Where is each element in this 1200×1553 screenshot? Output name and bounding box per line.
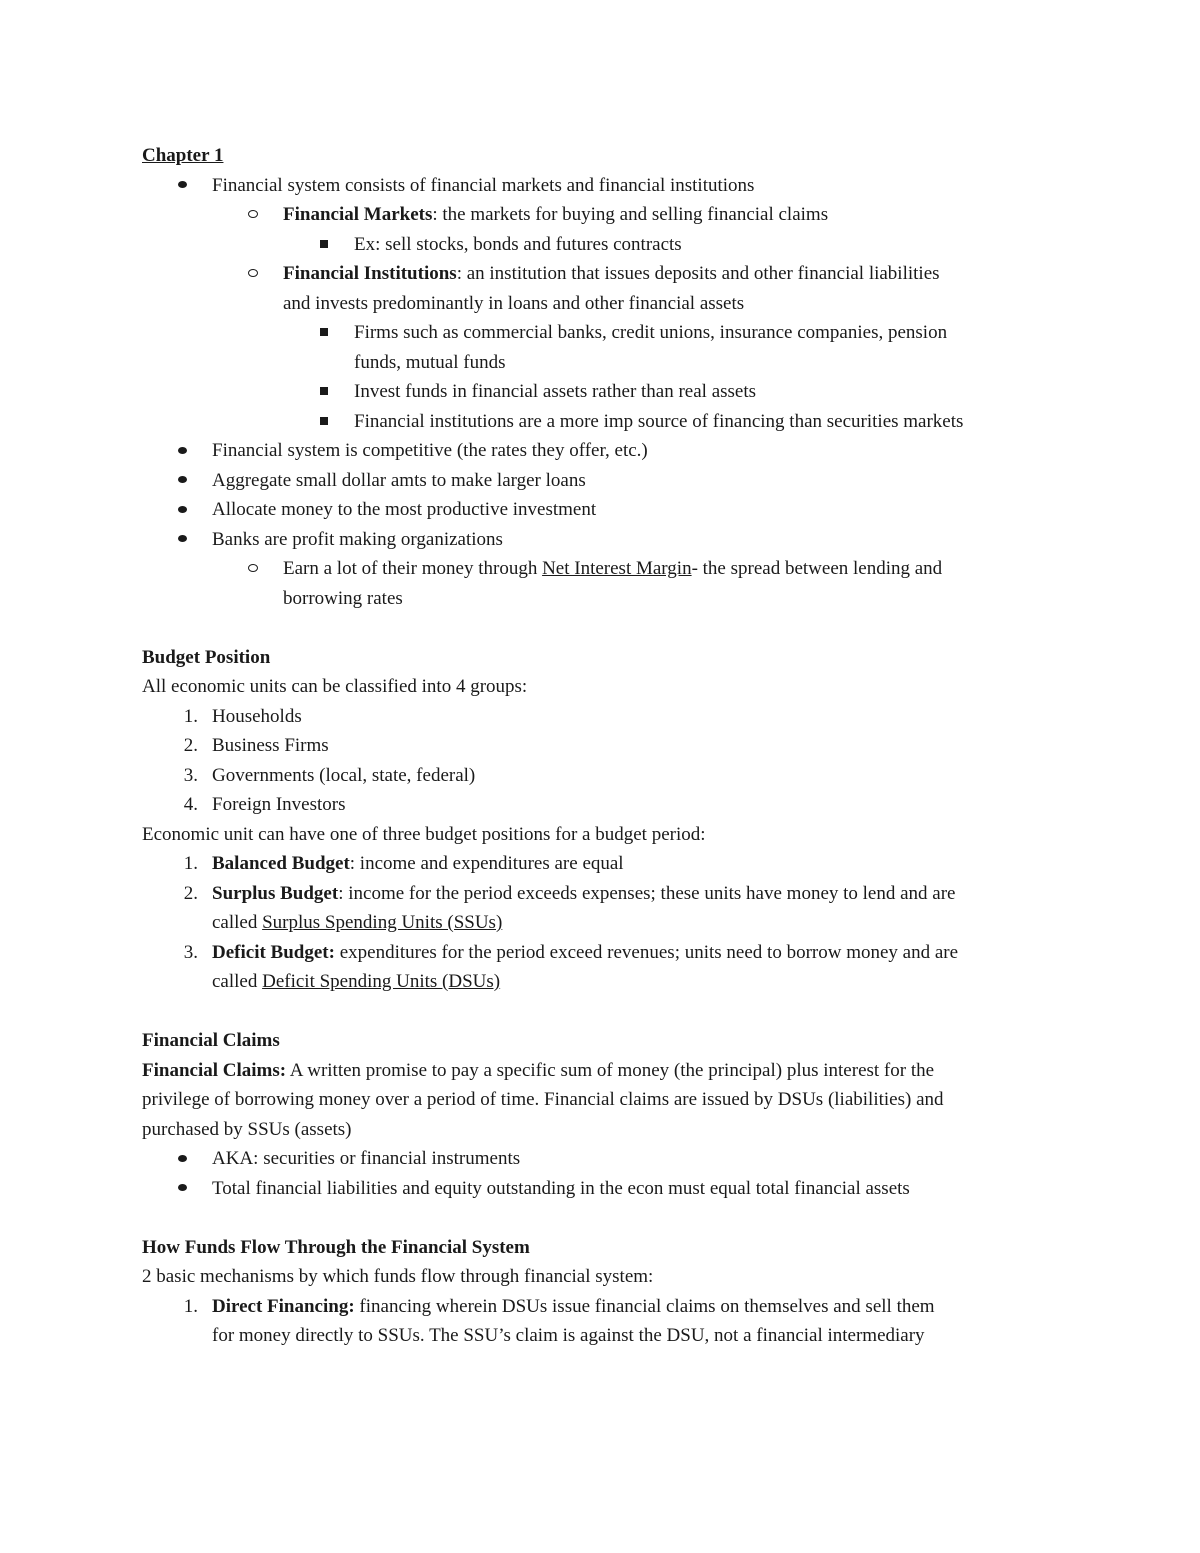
item-text: Foreign Investors: [212, 794, 346, 815]
item-text: called: [212, 912, 263, 933]
section-heading-claims: Financial Claims: [142, 1030, 280, 1051]
bullet-text: - the spread between lending and: [691, 558, 943, 579]
bullet-ring-icon: [243, 259, 263, 289]
bullet-text: Firms such as commercial banks, credit unions, insurance companies, pension: [354, 322, 948, 343]
term-label: Direct Financing:: [212, 1295, 355, 1317]
bullet-dot-icon: [172, 1174, 192, 1204]
sub-bullet-item: [142, 200, 1072, 230]
sub-sub-bullet-item: [142, 230, 1072, 260]
term-text: : income and expenditures are equal: [349, 853, 624, 874]
numbered-item: [142, 938, 1072, 968]
document-content: [142, 141, 1072, 1351]
paragraph: 2 basic mechanisms by which funds flow through financial system:: [142, 1266, 654, 1287]
item-text: Governments (local, state, federal): [212, 764, 476, 786]
bullet-text: Aggregate small dollar amts to make larger loans: [212, 469, 586, 491]
bullet-item: [142, 466, 1072, 496]
bullet-square-icon: [314, 377, 334, 407]
term-text: : an institution that issues deposits and other financial liabilities: [456, 263, 940, 284]
list-number: 4.: [183, 794, 198, 815]
term-text: : income for the period exceeds expenses; these units have money to lend and are: [338, 882, 956, 904]
bullet-dot-icon: [172, 466, 192, 496]
item-text: Business Firms: [212, 735, 329, 756]
bullet-item: [142, 1144, 1072, 1174]
bullet-dot-icon: [172, 1144, 192, 1174]
bullet-text: Banks are profit making organizations: [212, 528, 503, 550]
bullet-text: Earn a lot of their money through: [283, 558, 543, 579]
list-number: 2.: [183, 882, 198, 904]
chapter-heading: Chapter 1: [142, 145, 224, 166]
item-text: called: [212, 971, 263, 992]
bullet-item: [142, 525, 1072, 555]
bullet-text: Financial institutions are a more imp source of financing than securities markets: [354, 410, 964, 432]
term-label: Balanced Budget: [212, 853, 350, 874]
list-number: 3.: [183, 764, 198, 786]
term-label: Financial Claims:: [142, 1059, 287, 1081]
item-continuation: [142, 908, 1072, 938]
paragraph: Economic unit can have one of three budget positions for a budget period:: [142, 823, 706, 845]
term-label: Financial Institutions: [283, 263, 457, 284]
bullet-dot-icon: [172, 436, 192, 466]
bullet-item: [142, 171, 1072, 201]
bullet-ring-icon: [243, 200, 263, 230]
term-text: A written promise to pay a specific sum of money (the principal) plus interest for the: [286, 1059, 935, 1081]
bullet-ring-icon: [243, 554, 263, 584]
item-text: Households: [212, 705, 302, 727]
bullet-text: Invest funds in financial assets rather than real assets: [354, 381, 757, 402]
bullet-continuation: and invests predominantly in loans and other financial assets: [283, 292, 745, 314]
bullet-dot-icon: [172, 525, 192, 555]
bullet-dot-icon: [172, 171, 192, 201]
sub-bullet-item: [142, 259, 1072, 289]
bullet-continuation: borrowing rates: [283, 587, 403, 609]
numbered-item: [142, 1292, 1072, 1322]
list-number: 2.: [183, 735, 198, 756]
section-heading-budget: Budget Position: [142, 646, 271, 668]
term-label: Financial Markets: [283, 204, 433, 225]
numbered-item: [142, 849, 1072, 879]
term-underlined: Net Interest Margin: [542, 558, 692, 579]
list-number: 1.: [183, 705, 198, 727]
bullet-text: Allocate money to the most productive investment: [212, 499, 597, 520]
term-text: expenditures for the period exceed revenues; units need to borrow money and are: [334, 941, 959, 963]
sub-sub-bullet-item: [142, 318, 1072, 348]
item-continuation: [142, 967, 1072, 997]
numbered-item: [142, 702, 1072, 732]
bullet-item: [142, 1174, 1072, 1204]
bullet-square-icon: [314, 230, 334, 260]
bullet-item: [142, 495, 1072, 525]
sub-bullet-item: [142, 554, 1072, 584]
list-number: 1.: [183, 1295, 198, 1317]
term-text: : the markets for buying and selling financial claims: [432, 204, 829, 225]
bullet-text: Total financial liabilities and equity outstanding in the econ must equal total financial assets: [212, 1177, 910, 1199]
item-continuation: for money directly to SSUs. The SSU’s claim is against the DSU, not a financial intermediary: [212, 1325, 925, 1346]
term-label: Deficit Budget:: [212, 941, 335, 963]
term-underlined: Deficit Spending Units (DSUs): [262, 971, 501, 992]
bullet-dot-icon: [172, 495, 192, 525]
term-text: financing wherein DSUs issue financial claims on themselves and sell them: [354, 1295, 935, 1317]
numbered-item: [142, 790, 1072, 820]
sub-sub-bullet-item: [142, 377, 1072, 407]
paragraph-continuation: purchased by SSUs (assets): [142, 1118, 352, 1140]
bullet-continuation: funds, mutual funds: [354, 351, 506, 373]
section-heading-funds: How Funds Flow Through the Financial System: [142, 1236, 530, 1258]
numbered-item: [142, 761, 1072, 791]
bullet-square-icon: [314, 318, 334, 348]
bullet-item: [142, 436, 1072, 466]
bullet-square-icon: [314, 407, 334, 437]
list-number: 1.: [183, 853, 198, 874]
paragraph: [142, 1056, 1072, 1086]
numbered-item: [142, 731, 1072, 761]
list-number: 3.: [183, 941, 198, 963]
bullet-text: AKA: securities or financial instruments: [212, 1148, 521, 1169]
bullet-text: Financial system is competitive (the rates they offer, etc.): [212, 440, 648, 461]
bullet-text: Ex: sell stocks, bonds and futures contracts: [354, 233, 682, 255]
term-label: Surplus Budget: [212, 882, 339, 904]
numbered-item: [142, 879, 1072, 909]
bullet-text: Financial system consists of financial markets and financial institutions: [212, 174, 755, 196]
paragraph: All economic units can be classified into 4 groups:: [142, 676, 528, 697]
sub-sub-bullet-item: [142, 407, 1072, 437]
paragraph-continuation: privilege of borrowing money over a period of time. Financial claims are issued by DSUs (liabilities) and: [142, 1089, 944, 1110]
term-underlined: Surplus Spending Units (SSUs): [262, 912, 503, 933]
